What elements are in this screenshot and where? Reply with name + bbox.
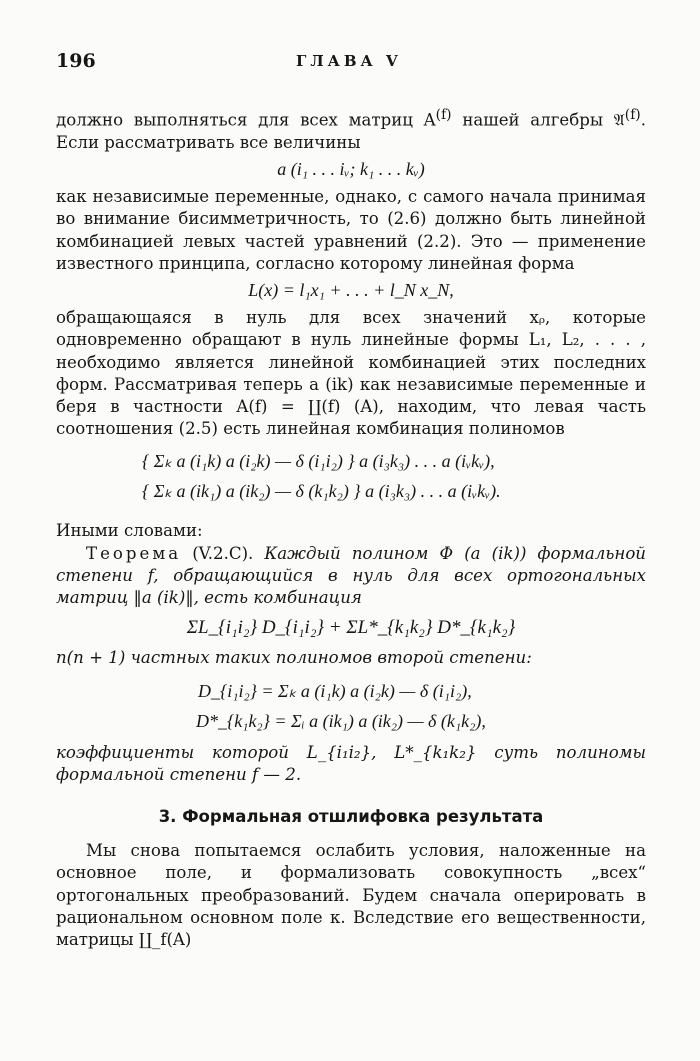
theorem-text: Каждый полином Φ (a (ik)) формальной степени f, обращающийся в нуль для всех ортогональных матриц ‖a (ik)‖, есть комбинация: [56, 543, 646, 607]
definitions-block: [56, 676, 646, 736]
p1-text-c: . Если рассматривать все величины: [56, 110, 646, 152]
theorem-ref: (V.2.C).: [181, 543, 265, 563]
polynomial-2: { Σₖ a (ik₁) a (ik₂) — δ (k₁k₂) } a (i₃k₃) . . . a (iᵥkᵥ).: [142, 481, 501, 502]
section-title: 3. Формальная отшлифовка результата: [158, 807, 544, 826]
page-body: [56, 104, 646, 951]
p1-text-b: нашей алгебры 𝔄: [451, 110, 625, 130]
paragraph-3: обращающаяся в нуль для всех значений xᵨ, которые одновременно обращают в нуль линейные формы L₁, L₂, . . . , необходимо является линейной комбинацией этих последних форм. Рассматривая теперь a (ik) как независимые переменные и беря в частности A(f) = ∐(f) (A), находим, что левая часть соотношения (2.5) есть линейная комбинация полиномов: [56, 308, 646, 439]
p1-text-a: должно выполняться для всех матриц A: [56, 110, 436, 130]
paragraph-1: [56, 104, 646, 154]
p1-superscript-2: (f): [624, 107, 641, 123]
theorem-label: Теорема: [86, 543, 182, 563]
formula-linear-form: L(x) = l₁x₁ + . . . + l_N x_N,: [248, 279, 454, 300]
paragraph-5: n(n + 1) частных таких полиномов второй степени:: [56, 648, 532, 668]
formula-combination: ΣL_{i₁i₂} D_{i₁i₂} + ΣL*_{k₁k₂} D*_{k₁k₂}: [186, 617, 516, 639]
paragraph-7: Мы снова попытаемся ослабить условия, наложенные на основное поле, и формализовать совокупность „всех“ ортогональных преобразований. Будем сначала оперировать в рациональном основном поле κ. Вследствие его вещественности, матрицы ∐_f(A): [56, 841, 646, 950]
paragraph-6: коэффициенты которой L_{i₁i₂}, L*_{k₁k₂} суть полиномы формальной степени f — 2.: [56, 742, 646, 784]
running-head: ГЛАВА V: [296, 52, 402, 70]
definition-d-star: D*_{k₁k₂} = Σᵢ a (ik₁) a (ik₂) — δ (k₁k₂),: [196, 710, 486, 731]
page-header: [56, 50, 646, 76]
definition-d: D_{i₁i₂} = Σₖ a (i₁k) a (i₂k) — δ (i₁i₂),: [198, 680, 472, 701]
paragraph-4: Иными словами:: [56, 521, 203, 541]
theorem: [56, 543, 646, 610]
book-page: [56, 0, 646, 1061]
formula-variables: a (i₁ . . . iᵥ; k₁ . . . kᵥ): [277, 158, 425, 179]
paragraph-2: как независимые переменные, однако, с самого начала принимая во внимание бисимметричность, то (2.6) должно быть линейной комбинацией левых частей уравнений (2.2). Это — применение известного принципа, согласно которому линейная форма: [56, 187, 646, 273]
polynomial-1: { Σₖ a (i₁k) a (i₂k) — δ (i₁i₂) } a (i₃k₃) . . . a (iᵥkᵥ),: [142, 451, 495, 472]
polynomial-block: [56, 446, 646, 506]
page-number: 196: [56, 50, 96, 72]
p1-superscript-1: (f): [435, 107, 452, 123]
